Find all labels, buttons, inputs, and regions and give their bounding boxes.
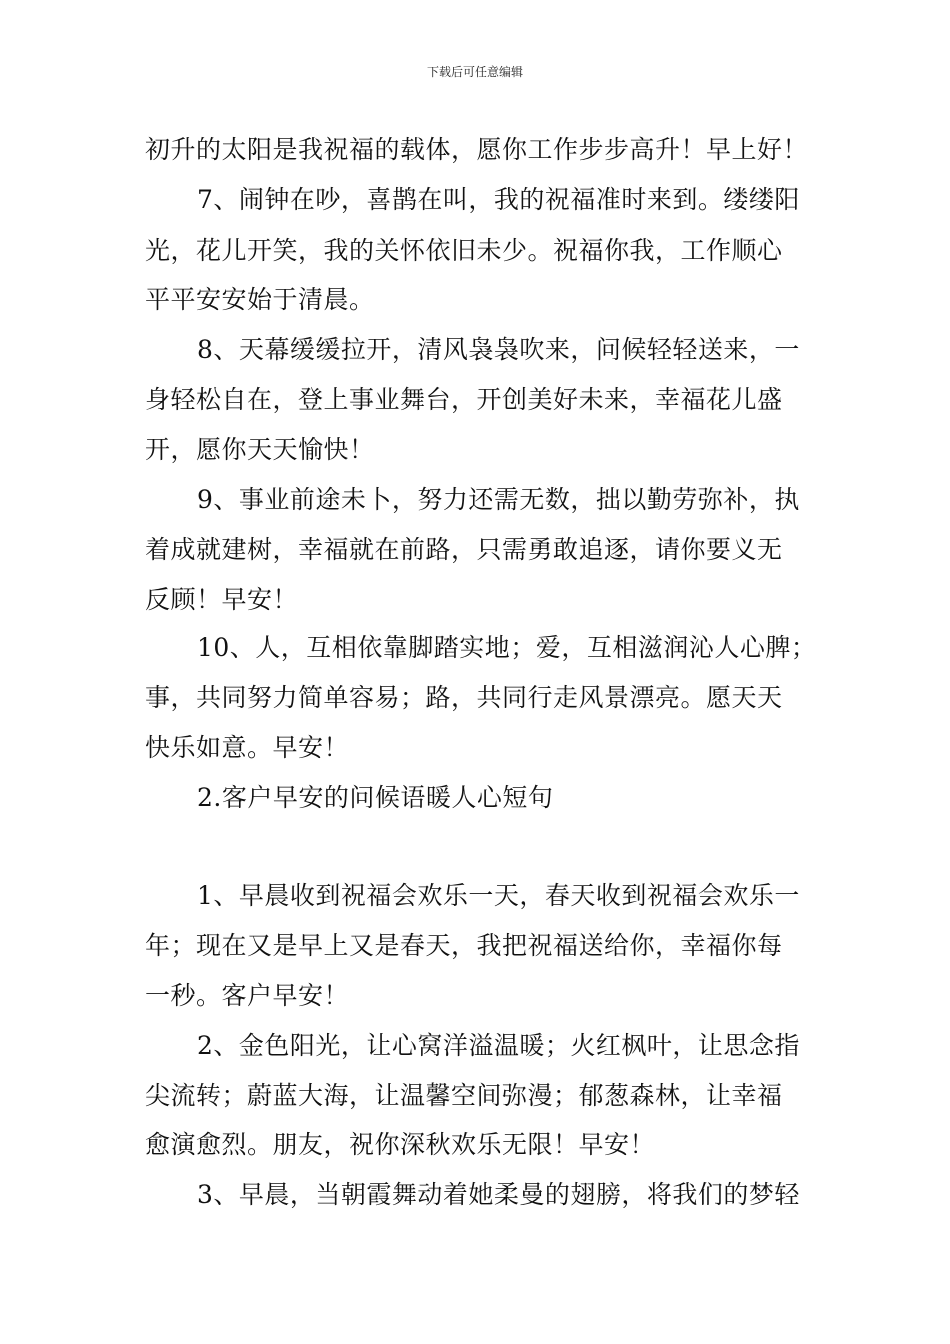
text-line: 快乐如意。早安！ xyxy=(145,733,350,762)
text-line: 10、人，互相依靠脚踏实地；爱，互相滋润沁人心脾； xyxy=(197,633,817,662)
text-line: 开，愿你天天愉快！ xyxy=(145,435,375,464)
text-line: 7、闹钟在吵，喜鹊在叫，我的祝福准时来到。缕缕阳 xyxy=(197,185,800,214)
text-line: 8、天幕缓缓拉开，清风袅袅吹来，问候轻轻送来，一 xyxy=(197,335,800,364)
text-line: 年；现在又是早上又是春天，我把祝福送给你，幸福你每 xyxy=(145,931,783,960)
text-line: 1、早晨收到祝福会欢乐一天，春天收到祝福会欢乐一 xyxy=(197,881,800,910)
text-line: 尖流转；蔚蓝大海，让温馨空间弥漫；郁葱森林，让幸福 xyxy=(145,1081,783,1110)
text-line: 反顾！早安！ xyxy=(145,585,299,614)
text-line: 9、事业前途未卜，努力还需无数，拙以勤劳弥补，执 xyxy=(197,485,800,514)
text-line: 3、早晨，当朝霞舞动着她柔曼的翅膀，将我们的梦轻 xyxy=(197,1180,800,1209)
text-line: 事，共同努力简单容易；路，共同行走风景漂亮。愿天天 xyxy=(145,683,783,712)
text-line: 初升的太阳是我祝福的载体，愿你工作步步高升！早上好！ xyxy=(145,135,809,164)
text-line: 光，花儿开笑，我的关怀依旧未少。祝福你我，工作顺心 xyxy=(145,236,783,265)
text-line: 着成就建树，幸福就在前路，只需勇敢追逐，请你要义无 xyxy=(145,535,783,564)
page-header: 下载后可任意编辑 xyxy=(426,65,523,79)
section-heading: 2.客户早安的问候语暖人心短句 xyxy=(197,783,554,812)
text-line: 身轻松自在，登上事业舞台，开创美好未来，幸福花儿盛 xyxy=(145,385,783,414)
text-line: 平平安安始于清晨。 xyxy=(145,285,375,314)
text-line: 愈演愈烈。朋友，祝你深秋欢乐无限！早安！ xyxy=(145,1130,656,1159)
text-line: 2、金色阳光，让心窝洋溢温暖；火红枫叶，让思念指 xyxy=(197,1031,800,1060)
text-line: 一秒。客户早安！ xyxy=(145,981,350,1010)
